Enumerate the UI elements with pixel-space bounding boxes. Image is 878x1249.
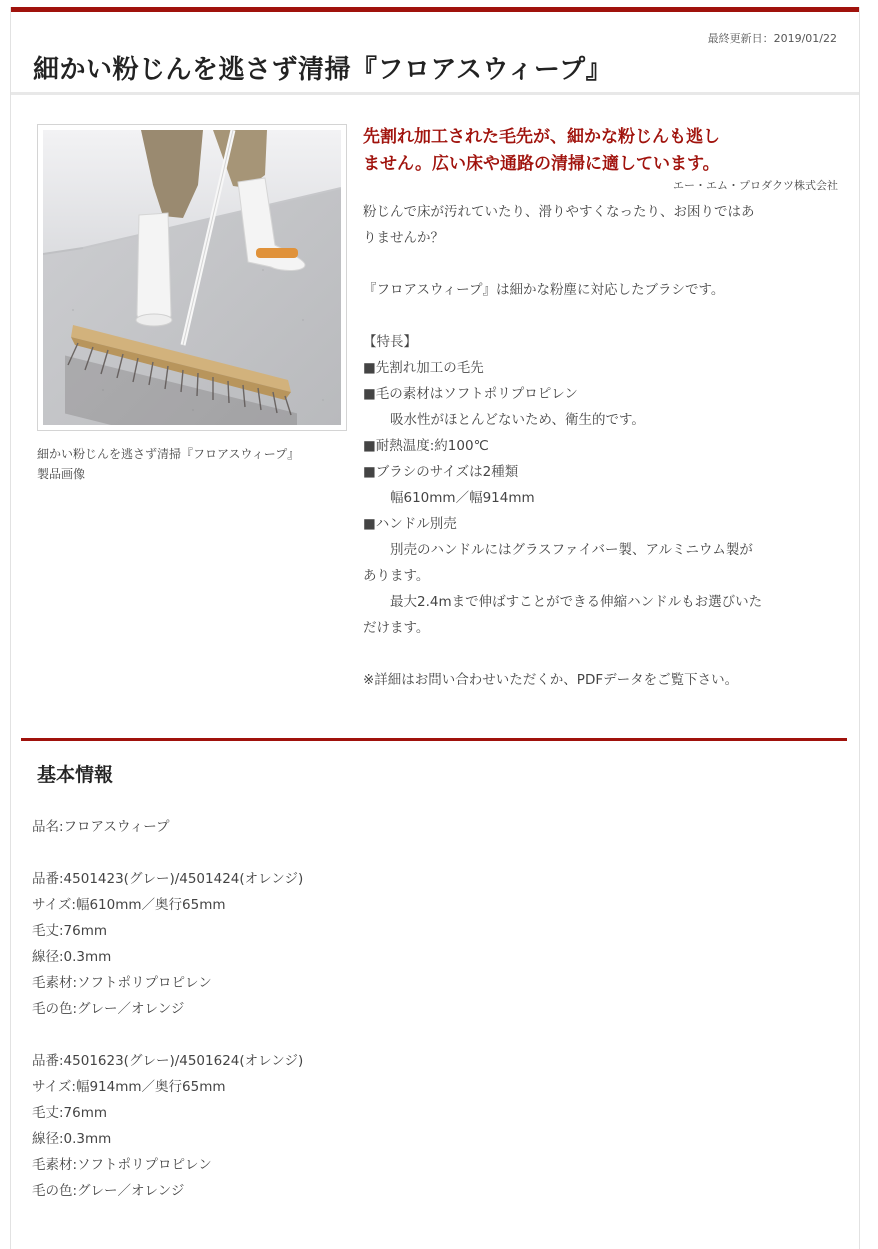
image-caption [37, 444, 347, 484]
product-description [363, 124, 838, 693]
spec-line: 毛の色:グレー／オレンジ [32, 1183, 185, 1199]
contact-note: ※詳細はお問い合わせいただくか、PDFデータをご覧下さい。 [363, 672, 739, 688]
feature-item: ■毛の素材はソフトポリプロピレン [363, 386, 578, 402]
feature-detail: だけます。 [363, 620, 430, 636]
feature-detail: 別売のハンドルにはグラスファイバー製、アルミニウム製が [390, 542, 753, 558]
feature-detail: あります。 [363, 568, 430, 584]
product-page [10, 7, 860, 1249]
spec-line: 品名:フロアスウィープ [32, 819, 170, 835]
blank-line [363, 303, 838, 329]
product-image[interactable] [43, 130, 341, 425]
product-image-frame[interactable] [37, 124, 347, 431]
blank-line [32, 1022, 303, 1048]
spec-line: サイズ:幅914mm／奥行65mm [32, 1079, 226, 1095]
body-line: りませんか？ [363, 230, 444, 246]
spec-line: 品番:4501423(グレー)/4501424(オレンジ) [32, 871, 304, 887]
last-updated: 最終更新日：2019/01/22 [707, 32, 837, 45]
spec-line: 毛の色:グレー／オレンジ [32, 1001, 185, 1017]
description-body [363, 199, 838, 693]
blank-line [32, 840, 303, 866]
feature-item: ■先割れ加工の毛先 [363, 360, 484, 376]
features-heading: 【特長】 [363, 334, 417, 350]
spec-line: 品番:4501623(グレー)/4501624(オレンジ) [32, 1053, 304, 1069]
body-line: 粉じんで床が汚れていたり、滑りやすくなったり、お困りではあ [363, 204, 755, 220]
blank-line [363, 641, 838, 667]
feature-item: ■ハンドル別売 [363, 516, 457, 532]
page-title: 細かい粉じんを逃さず清掃『フロアスウィープ』 [33, 55, 613, 85]
feature-item: ■ブラシのサイズは2種類 [363, 464, 519, 480]
body-line: 『フロアスウィープ』は細かな粉塵に対応したブラシです。 [363, 282, 725, 298]
maker-name[interactable]: エー・エム・プロダクツ株式会社 [673, 179, 838, 192]
page-header [11, 12, 859, 95]
feature-detail: 吸水性がほとんどないため、衛生的です。 [390, 412, 645, 428]
lead-headline [363, 124, 838, 178]
basic-info-heading: 基本情報 [37, 764, 114, 786]
caption-title: 細かい粉じんを逃さず清掃『フロアスウィープ』 [37, 447, 300, 461]
spec-line: 毛丈:76mm [32, 923, 108, 939]
spec-line: 線径:0.3mm [32, 1131, 112, 1147]
feature-detail: 最大2.4mまで伸ばすことができる伸縮ハンドルもお選びいた [390, 594, 763, 610]
spec-line: サイズ:幅610mm／奥行65mm [32, 897, 226, 913]
spec-line: 毛丈:76mm [32, 1105, 108, 1121]
spec-line: 毛素材:ソフトポリプロピレン [32, 1157, 212, 1173]
spec-line: 毛素材:ソフトポリプロピレン [32, 975, 212, 991]
feature-detail: 幅610mm／幅914mm [390, 490, 535, 506]
spec-line: 線径:0.3mm [32, 949, 112, 965]
blank-line [363, 251, 838, 277]
feature-item: ■耐熱温度:約100℃ [363, 438, 489, 454]
lead-line: ません。広い床や通路の清掃に適しています。 [363, 154, 720, 174]
lead-line: 先割れ加工された毛先が、細かな粉じんも逃し [363, 127, 720, 147]
product-intro-section [11, 95, 859, 723]
section-divider [21, 738, 847, 741]
basic-info-list [32, 814, 303, 1204]
caption-sub: 製品画像 [37, 467, 86, 481]
